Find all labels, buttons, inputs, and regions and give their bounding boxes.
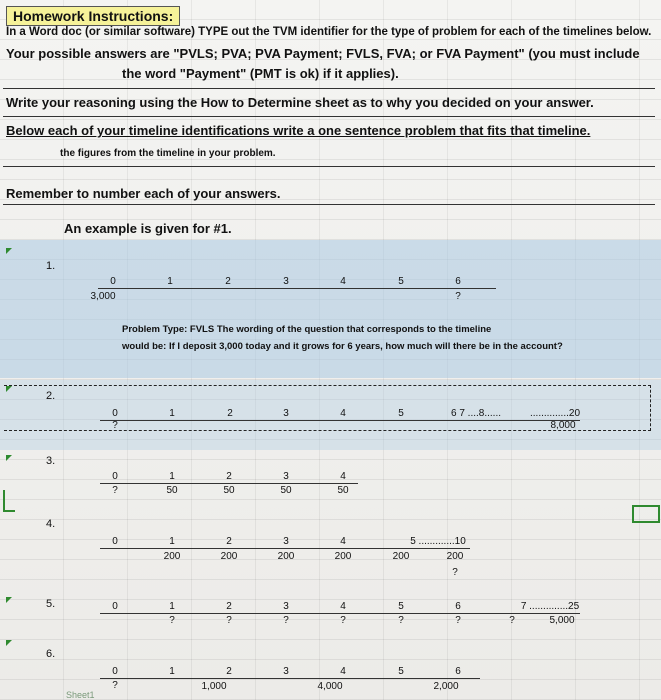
period-label: 0 bbox=[112, 471, 118, 482]
sheet-tab[interactable]: Sheet1 bbox=[66, 690, 95, 700]
period-label: 1 bbox=[169, 408, 175, 419]
cash-flow-value: 3,000 bbox=[90, 291, 116, 302]
example-problem-wording: would be: If I deposit 3,000 today and it grows for 6 years, how much will there be in the account? bbox=[122, 341, 563, 352]
cash-flow-value: ? bbox=[455, 615, 461, 626]
cash-flow-value: 200 bbox=[446, 551, 464, 562]
instruction-line-2: Your possible answers are "PVLS; PVA; PVA Payment; FVLS, FVA; or FVA Payment" (you must include bbox=[6, 46, 640, 61]
instruction-line-1: In a Word doc (or similar software) TYPE out the TVM identifier for the type of problem for each of the timelines below. bbox=[6, 26, 652, 38]
period-label: 3 bbox=[283, 536, 289, 547]
cash-flow-value: ? bbox=[340, 615, 346, 626]
period-label: 6 bbox=[455, 666, 461, 677]
example-problem-type: Problem Type: FVLS The wording of the question that corresponds to the timeline bbox=[122, 324, 492, 335]
timeline-3-number: 3. bbox=[46, 455, 56, 467]
cash-flow-value: 8,000 bbox=[550, 420, 576, 431]
comment-marker-icon bbox=[6, 386, 12, 392]
cash-flow-value: 200 bbox=[220, 551, 238, 562]
comment-marker-icon bbox=[6, 248, 12, 254]
period-label: 3 bbox=[283, 471, 289, 482]
period-label: 2 bbox=[226, 601, 232, 612]
remember-note: Remember to number each of your answers. bbox=[6, 186, 281, 201]
instruction-line-3: the word "Payment" (PMT is ok) if it applies). bbox=[122, 66, 399, 81]
comment-marker-icon bbox=[6, 640, 12, 646]
timeline-6-number: 6. bbox=[46, 648, 56, 660]
period-label: 3 bbox=[283, 601, 289, 612]
timeline-axis bbox=[100, 613, 580, 614]
period-label: 5 bbox=[398, 601, 404, 612]
period-label: 5 bbox=[398, 276, 404, 287]
timeline-axis bbox=[100, 678, 480, 679]
period-label: ..............20 bbox=[529, 408, 581, 419]
period-label: 0 bbox=[110, 276, 116, 287]
divider bbox=[3, 88, 655, 89]
period-label: 2 bbox=[225, 276, 231, 287]
cash-flow-value: 200 bbox=[392, 551, 410, 562]
example-highlight bbox=[0, 240, 661, 378]
period-label: 0 bbox=[112, 536, 118, 547]
period-label: 4 bbox=[340, 276, 346, 287]
period-label: 2 bbox=[226, 536, 232, 547]
cash-flow-value: ? bbox=[112, 680, 118, 691]
instruction-line-6: the figures from the timeline in your problem. bbox=[60, 148, 276, 159]
timeline-axis bbox=[100, 483, 358, 484]
cash-flow-value: ? bbox=[509, 615, 515, 626]
period-label: 7 ..............25 bbox=[520, 601, 580, 612]
period-label: 0 bbox=[112, 666, 118, 677]
homework-title: Homework Instructions: bbox=[6, 6, 180, 26]
period-label: 6 bbox=[455, 601, 461, 612]
period-label: 5 bbox=[398, 666, 404, 677]
cash-flow-value: ? bbox=[455, 291, 461, 302]
timeline-4-number: 4. bbox=[46, 518, 56, 530]
selection-border bbox=[4, 385, 651, 386]
period-label: 6 bbox=[455, 276, 461, 287]
period-label: 2 bbox=[227, 408, 233, 419]
cash-flow-value: 50 bbox=[280, 485, 292, 496]
period-label: 1 bbox=[169, 471, 175, 482]
period-label: 1 bbox=[169, 666, 175, 677]
period-label: 5 bbox=[398, 408, 404, 419]
period-label: 6 7 ....8...... bbox=[450, 408, 502, 419]
period-label: 4 bbox=[340, 471, 346, 482]
divider bbox=[3, 204, 655, 205]
timeline-5-number: 5. bbox=[46, 598, 56, 610]
cash-flow-value: 200 bbox=[334, 551, 352, 562]
period-label: 1 bbox=[167, 276, 173, 287]
example-note: An example is given for #1. bbox=[64, 221, 232, 236]
cash-flow-value: 200 bbox=[163, 551, 181, 562]
period-label: 2 bbox=[226, 471, 232, 482]
cash-flow-value: 4,000 bbox=[317, 681, 343, 692]
period-label: 1 bbox=[169, 601, 175, 612]
period-label: 4 bbox=[340, 536, 346, 547]
cash-flow-value: ? bbox=[112, 485, 118, 496]
period-label: 4 bbox=[340, 408, 346, 419]
period-label: 4 bbox=[340, 666, 346, 677]
selection-border bbox=[650, 385, 651, 431]
cash-flow-value: 1,000 bbox=[201, 681, 227, 692]
timeline-axis bbox=[100, 548, 470, 549]
cash-flow-value: 50 bbox=[223, 485, 235, 496]
divider bbox=[3, 116, 655, 117]
timeline-axis bbox=[100, 420, 580, 421]
period-label: 0 bbox=[112, 601, 118, 612]
cash-flow-value: 5,000 bbox=[549, 615, 575, 626]
cash-flow-value: 200 bbox=[277, 551, 295, 562]
cell-corner-marker bbox=[3, 490, 15, 512]
cash-flow-value: ? bbox=[112, 420, 118, 431]
period-label: 5 .............10 bbox=[410, 536, 466, 547]
period-label: 1 bbox=[169, 536, 175, 547]
selected-cell-outline[interactable] bbox=[632, 505, 660, 523]
cash-flow-value: ? bbox=[169, 615, 175, 626]
cash-flow-value: 2,000 bbox=[433, 681, 459, 692]
cash-flow-value: ? bbox=[226, 615, 232, 626]
divider bbox=[3, 166, 655, 167]
period-label: 0 bbox=[112, 408, 118, 419]
period-label: 3 bbox=[283, 666, 289, 677]
timeline-1-number: 1. bbox=[46, 260, 56, 272]
timeline-2-number: 2. bbox=[46, 390, 56, 402]
cash-flow-value: ? bbox=[283, 615, 289, 626]
cash-flow-value: 50 bbox=[337, 485, 349, 496]
period-label: 4 bbox=[340, 601, 346, 612]
instruction-line-4: Write your reasoning using the How to Determine sheet as to why you decided on your answer. bbox=[6, 95, 594, 110]
period-label: 3 bbox=[283, 408, 289, 419]
instruction-line-5: Below each of your timeline identifications write a one sentence problem that fits that timeline. bbox=[6, 123, 591, 138]
comment-marker-icon bbox=[6, 597, 12, 603]
comment-marker-icon bbox=[6, 455, 12, 461]
timeline-axis bbox=[98, 288, 496, 289]
cash-flow-value: 50 bbox=[166, 485, 178, 496]
cash-flow-value: ? bbox=[398, 615, 404, 626]
period-label: 3 bbox=[283, 276, 289, 287]
period-label: 2 bbox=[226, 666, 232, 677]
cash-flow-value: ? bbox=[452, 567, 458, 578]
